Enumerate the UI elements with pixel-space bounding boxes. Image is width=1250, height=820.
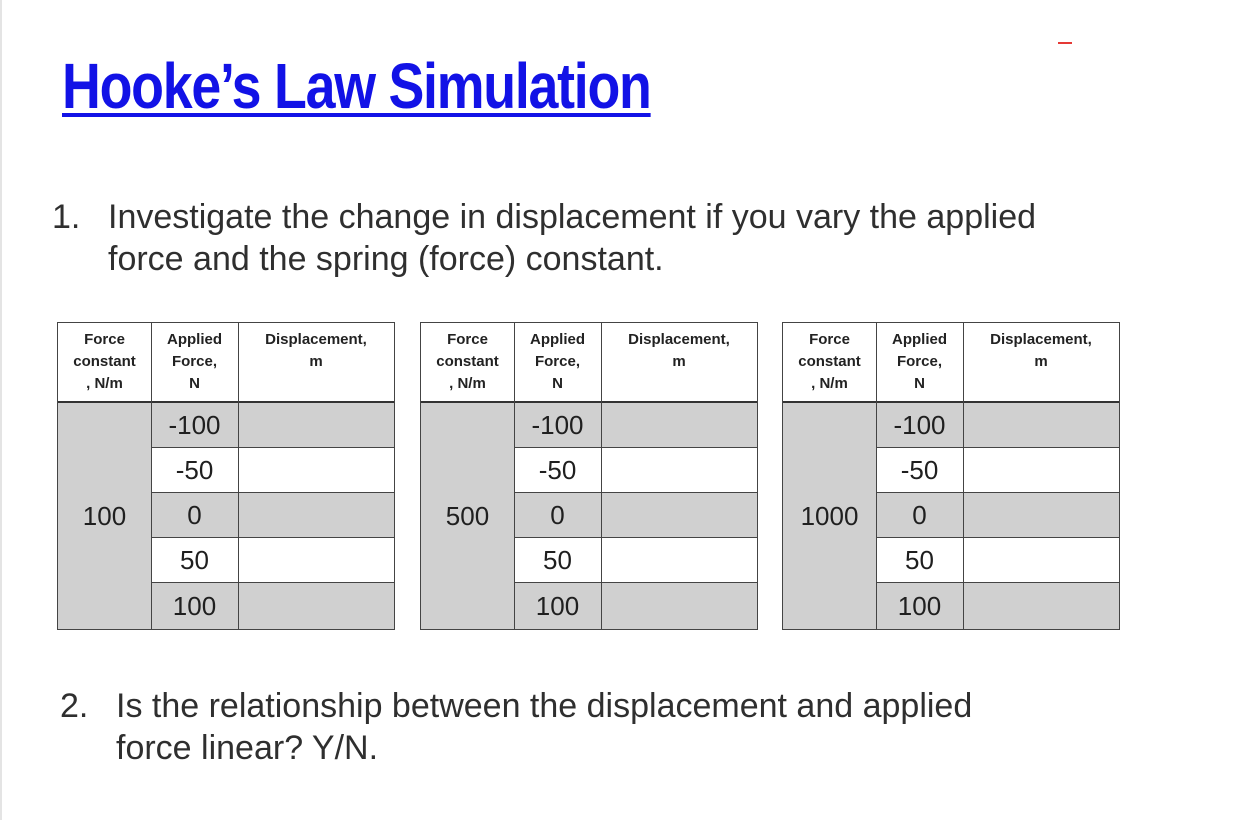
applied-force-cell: -100: [893, 409, 946, 440]
displacement-cell[interactable]: [963, 403, 1119, 447]
table-row: [514, 583, 757, 629]
table-row: [876, 538, 1119, 583]
header-force-constant: Force constant , N/m: [73, 331, 136, 392]
table-row: [151, 493, 394, 538]
displacement-cell[interactable]: [238, 583, 394, 629]
displacement-cell[interactable]: [601, 538, 757, 582]
displacement-cell[interactable]: [963, 538, 1119, 582]
table-row: [876, 583, 1119, 629]
applied-force-cell: -50: [538, 454, 577, 485]
applied-force-cell: -100: [531, 409, 584, 440]
column-divider: [876, 323, 877, 629]
table-row: [876, 493, 1119, 538]
displacement-cell[interactable]: [238, 403, 394, 447]
header-displacement: Displacement, m: [628, 331, 730, 370]
force-constant-cell: 500: [421, 403, 514, 629]
header-applied-force: Applied Force, N: [892, 331, 947, 392]
applied-force-cell: 100: [535, 590, 580, 621]
column-divider: [151, 323, 152, 629]
displacement-cell[interactable]: [963, 493, 1119, 537]
column-divider: [963, 323, 964, 629]
applied-force-cell: 100: [897, 590, 942, 621]
displacement-cell[interactable]: [601, 493, 757, 537]
question-2-line-2: force linear? Y/N.: [116, 729, 379, 767]
data-table-1: [57, 322, 395, 630]
applied-force-cell: 50: [543, 544, 572, 575]
table-row: [514, 493, 757, 538]
displacement-cell[interactable]: [238, 538, 394, 582]
table-row: [151, 403, 394, 448]
applied-force-cell: 0: [550, 499, 565, 530]
question-1: [52, 196, 1152, 280]
question-1-number: 1.: [52, 198, 81, 236]
table-row: [151, 448, 394, 493]
displacement-cell[interactable]: [963, 583, 1119, 629]
header-force-constant: Force constant , N/m: [798, 331, 861, 392]
table-row: [151, 538, 394, 583]
applied-force-cell: 50: [180, 544, 209, 575]
page-title: Hooke’s Law Simulation: [62, 50, 651, 122]
question-2-line-1: Is the relationship between the displacement and applied: [116, 687, 973, 725]
header-applied-force: Applied Force, N: [167, 331, 222, 392]
question-1-line-2: force and the spring (force) constant.: [108, 240, 664, 278]
header-applied-force: Applied Force, N: [530, 331, 585, 392]
applied-force-cell: -100: [168, 409, 221, 440]
applied-force-cell: 100: [172, 590, 217, 621]
displacement-cell[interactable]: [601, 403, 757, 447]
applied-force-cell: -50: [175, 454, 214, 485]
table-row: [514, 448, 757, 493]
displacement-cell[interactable]: [963, 448, 1119, 492]
table-row: [876, 403, 1119, 448]
table-row: [876, 448, 1119, 493]
question-2: [60, 685, 1160, 769]
applied-force-cell: 0: [912, 499, 927, 530]
displacement-cell[interactable]: [601, 448, 757, 492]
header-force-constant: Force constant , N/m: [436, 331, 499, 392]
applied-force-cell: -50: [900, 454, 939, 485]
displacement-cell[interactable]: [601, 583, 757, 629]
corner-mark: [1058, 42, 1072, 44]
force-constant-cell: 1000: [783, 403, 876, 629]
applied-force-cell: 50: [905, 544, 934, 575]
column-divider: [601, 323, 602, 629]
force-constant-cell: 100: [58, 403, 151, 629]
header-displacement: Displacement, m: [990, 331, 1092, 370]
page-left-border: [0, 0, 2, 820]
displacement-cell[interactable]: [238, 448, 394, 492]
data-table-2: [420, 322, 758, 630]
header-displacement: Displacement, m: [265, 331, 367, 370]
question-2-number: 2.: [60, 687, 89, 725]
applied-force-cell: 0: [187, 499, 202, 530]
column-divider: [238, 323, 239, 629]
table-row: [151, 583, 394, 629]
displacement-cell[interactable]: [238, 493, 394, 537]
data-table-3: [782, 322, 1120, 630]
column-divider: [514, 323, 515, 629]
question-1-line-1: Investigate the change in displacement if you vary the applied: [108, 198, 1037, 236]
table-row: [514, 538, 757, 583]
table-row: [514, 403, 757, 448]
